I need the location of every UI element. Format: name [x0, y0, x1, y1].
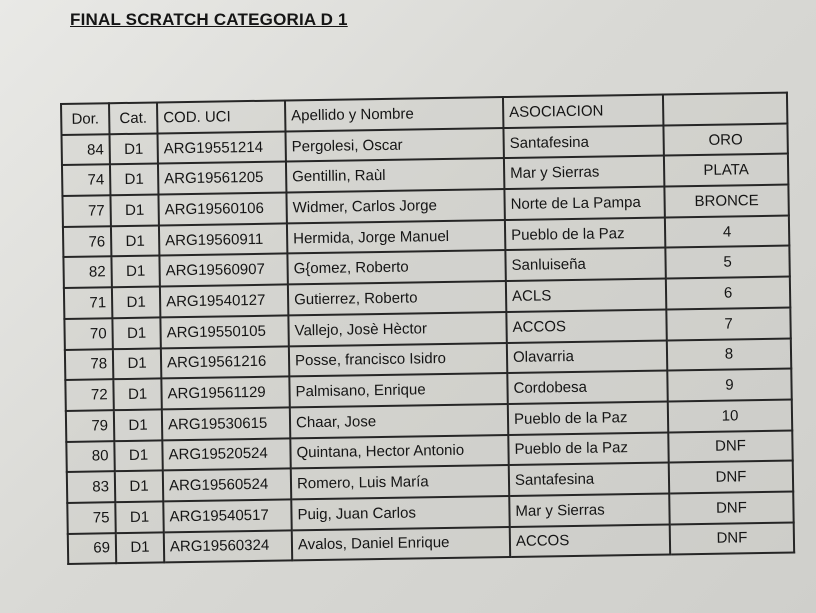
cell-uci-code: ARG19560106 [158, 193, 286, 226]
cell-cat: D1 [110, 164, 158, 195]
cell-name: Gutierrez, Roberto [288, 281, 506, 315]
cell-name: Hermida, Jorge Manuel [287, 220, 505, 254]
cell-dor: 74 [62, 165, 110, 196]
cell-name: Posse, francisco Isidro [289, 343, 507, 377]
cell-association: Pueblo de la Paz [508, 432, 668, 465]
cell-uci-code: ARG19530615 [162, 407, 290, 440]
cell-name: Gentillin, Raùl [286, 158, 504, 192]
cell-result: DNF [669, 491, 793, 524]
cell-cat: D1 [113, 348, 161, 379]
cell-uci-code: ARG19560907 [159, 254, 287, 287]
cell-result: DNF [669, 461, 793, 494]
cell-association: Santafesina [503, 125, 663, 158]
cell-name: Widmer, Carlos Jorge [286, 189, 504, 223]
cell-cat: D1 [112, 317, 160, 348]
cell-result: 9 [667, 369, 791, 402]
cell-name: Chaar, Jose [290, 404, 508, 438]
header-uci-code: COD. UCI [157, 100, 285, 133]
cell-association: Mar y Sierras [509, 493, 669, 526]
cell-dor: 80 [66, 441, 114, 472]
cell-name: Romero, Luis María [291, 465, 509, 499]
cell-association: Norte de La Pampa [504, 187, 664, 220]
cell-association: ACCOS [510, 524, 670, 557]
cell-cat: D1 [116, 532, 164, 563]
cell-cat: D1 [109, 133, 157, 164]
cell-name: Quintana, Hector Antonio [290, 435, 508, 469]
cell-name: Pergolesi, Oscar [285, 128, 503, 162]
cell-result: 6 [666, 277, 790, 310]
cell-uci-code: ARG19560911 [159, 223, 287, 256]
cell-cat: D1 [115, 501, 163, 532]
header-name: Apellido y Nombre [285, 97, 503, 131]
cell-uci-code: ARG19560524 [163, 469, 291, 502]
cell-association: Pueblo de la Paz [508, 401, 668, 434]
cell-name: Vallejo, Josè Hèctor [288, 312, 506, 346]
cell-name: G{omez, Roberto [287, 250, 505, 284]
cell-dor: 70 [64, 318, 112, 349]
cell-cat: D1 [114, 409, 162, 440]
cell-result: DNF [670, 522, 794, 555]
cell-association: ACLS [506, 279, 666, 312]
cell-uci-code: ARG19551214 [157, 131, 285, 164]
cell-cat: D1 [114, 440, 162, 471]
cell-association: Sanluiseña [505, 248, 665, 281]
cell-dor: 79 [66, 410, 114, 441]
cell-name: Avalos, Daniel Enrique [292, 527, 510, 561]
cell-uci-code: ARG19561129 [161, 377, 289, 410]
cell-name: Palmisano, Enrique [289, 373, 507, 407]
cell-dor: 83 [67, 471, 115, 502]
cell-cat: D1 [111, 256, 159, 287]
cell-uci-code: ARG19550105 [160, 315, 288, 348]
cell-uci-code: ARG19560324 [164, 530, 292, 563]
header-result [663, 93, 787, 126]
cell-association: Pueblo de la Paz [505, 217, 665, 250]
cell-result: PLATA [664, 154, 788, 187]
cell-dor: 78 [65, 349, 113, 380]
cell-uci-code: ARG19540517 [163, 499, 291, 532]
header-dor: Dor. [61, 103, 109, 134]
document-title: FINAL SCRATCH CATEGORIA D 1 [70, 10, 348, 29]
cell-result: 10 [668, 399, 792, 432]
cell-result: 5 [665, 246, 789, 279]
cell-dor: 71 [64, 287, 112, 318]
cell-uci-code: ARG19561216 [161, 346, 289, 379]
results-table [60, 92, 795, 566]
cell-association: ACCOS [506, 309, 666, 342]
cell-result: 8 [667, 338, 791, 371]
cell-dor: 69 [68, 533, 116, 564]
cell-name: Puig, Juan Carlos [291, 496, 509, 530]
cell-result: 4 [665, 215, 789, 248]
cell-dor: 77 [62, 195, 110, 226]
cell-dor: 76 [63, 226, 111, 257]
cell-dor: 75 [67, 502, 115, 533]
cell-result: ORO [663, 123, 787, 156]
cell-association: Cordobesa [507, 371, 667, 404]
cell-result: 7 [666, 307, 790, 340]
cell-association: Santafesina [509, 463, 669, 496]
cell-uci-code: ARG19520524 [162, 438, 290, 471]
header-cat: Cat. [109, 102, 157, 133]
cell-uci-code: ARG19540127 [160, 285, 288, 318]
header-association: ASOCIACION [503, 95, 663, 128]
cell-cat: D1 [112, 287, 160, 318]
cell-uci-code: ARG19561205 [158, 162, 286, 195]
cell-cat: D1 [111, 225, 159, 256]
cell-cat: D1 [115, 471, 163, 502]
cell-result: BRONCE [664, 185, 788, 218]
cell-result: DNF [668, 430, 792, 463]
cell-dor: 84 [61, 134, 109, 165]
cell-dor: 72 [65, 379, 113, 410]
cell-cat: D1 [110, 195, 158, 226]
cell-association: Mar y Sierras [504, 156, 664, 189]
cell-association: Olavarria [507, 340, 667, 373]
cell-dor: 82 [63, 257, 111, 288]
cell-cat: D1 [113, 379, 161, 410]
results-table-wrapper [60, 92, 795, 566]
